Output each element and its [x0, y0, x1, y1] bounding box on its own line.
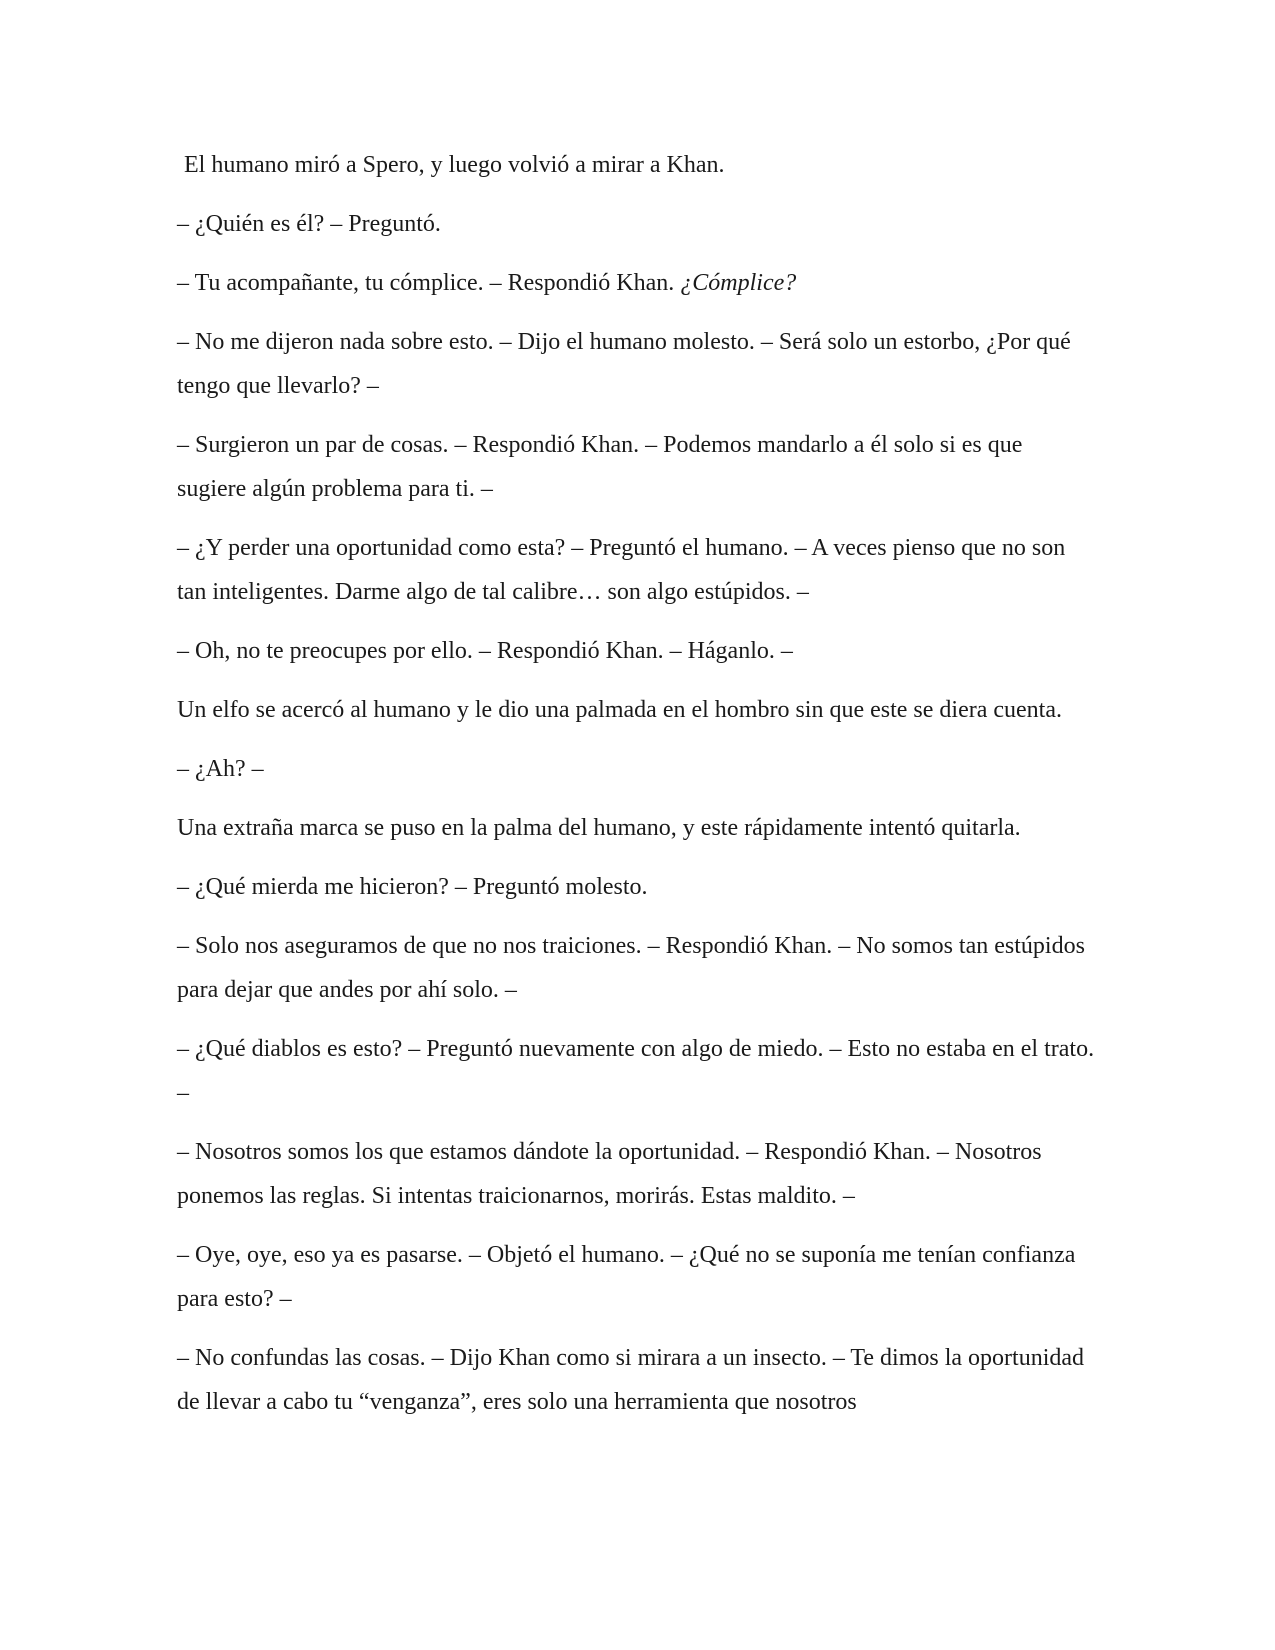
paragraph: – ¿Qué diablos es esto? – Preguntó nuevamente con algo de miedo. – Esto no estaba en el trato. –: [177, 1036, 1095, 1106]
paragraph: – Oye, oye, eso ya es pasarse. – Objetó el humano. – ¿Qué no se suponía me tenían confianza para esto? –: [177, 1242, 1076, 1312]
paragraph: – ¿Ah? –: [177, 756, 264, 782]
paragraph: – ¿Qué mierda me hicieron? – Preguntó molesto.: [177, 874, 648, 900]
paragraph: [177, 261, 1097, 305]
paragraph: Una extraña marca se puso en la palma del humano, y este rápidamente intentó quitarla.: [177, 815, 1021, 841]
italic-thought: ¿Cómplice?: [680, 270, 797, 296]
paragraph: Un elfo se acercó al humano y le dio una palmada en el hombro sin que este se diera cuenta.: [177, 697, 1062, 723]
paragraph: – ¿Quién es él? – Preguntó.: [177, 211, 441, 237]
paragraph: – ¿Y perder una oportunidad como esta? – Preguntó el humano. – A veces pienso que no son tan inteligentes. Darme algo de tal calibre… son algo estúpidos. –: [177, 535, 1066, 605]
paragraph: – Nosotros somos los que estamos dándote la oportunidad. – Respondió Khan. – Nosotros ponemos las reglas. Si intentas traicionarnos, morirás. Estas maldito. –: [177, 1139, 1042, 1209]
paragraph: – Surgieron un par de cosas. – Respondió Khan. – Podemos mandarlo a él solo si es que sugiere algún problema para ti. –: [177, 432, 1023, 502]
paragraph: – No me dijeron nada sobre esto. – Dijo el humano molesto. – Será solo un estorbo, ¿Por qué tengo que llevarlo? –: [177, 329, 1071, 399]
paragraph: – Solo nos aseguramos de que no nos traiciones. – Respondió Khan. – No somos tan estúpidos para dejar que andes por ahí solo. –: [177, 933, 1085, 1003]
paragraph: – Oh, no te preocupes por ello. – Respondió Khan. – Háganlo. –: [177, 638, 793, 664]
paragraph-text: – Tu acompañante, tu cómplice. – Respondió Khan.: [177, 270, 681, 296]
paragraph: – No confundas las cosas. – Dijo Khan como si mirara a un insecto. – Te dimos la oportunidad de llevar a cabo tu “venganza”, eres solo una herramienta que nosotros: [177, 1345, 1085, 1415]
paragraph: El humano miró a Spero, y luego volvió a mirar a Khan.: [184, 152, 725, 178]
document-body: [177, 143, 1097, 1439]
